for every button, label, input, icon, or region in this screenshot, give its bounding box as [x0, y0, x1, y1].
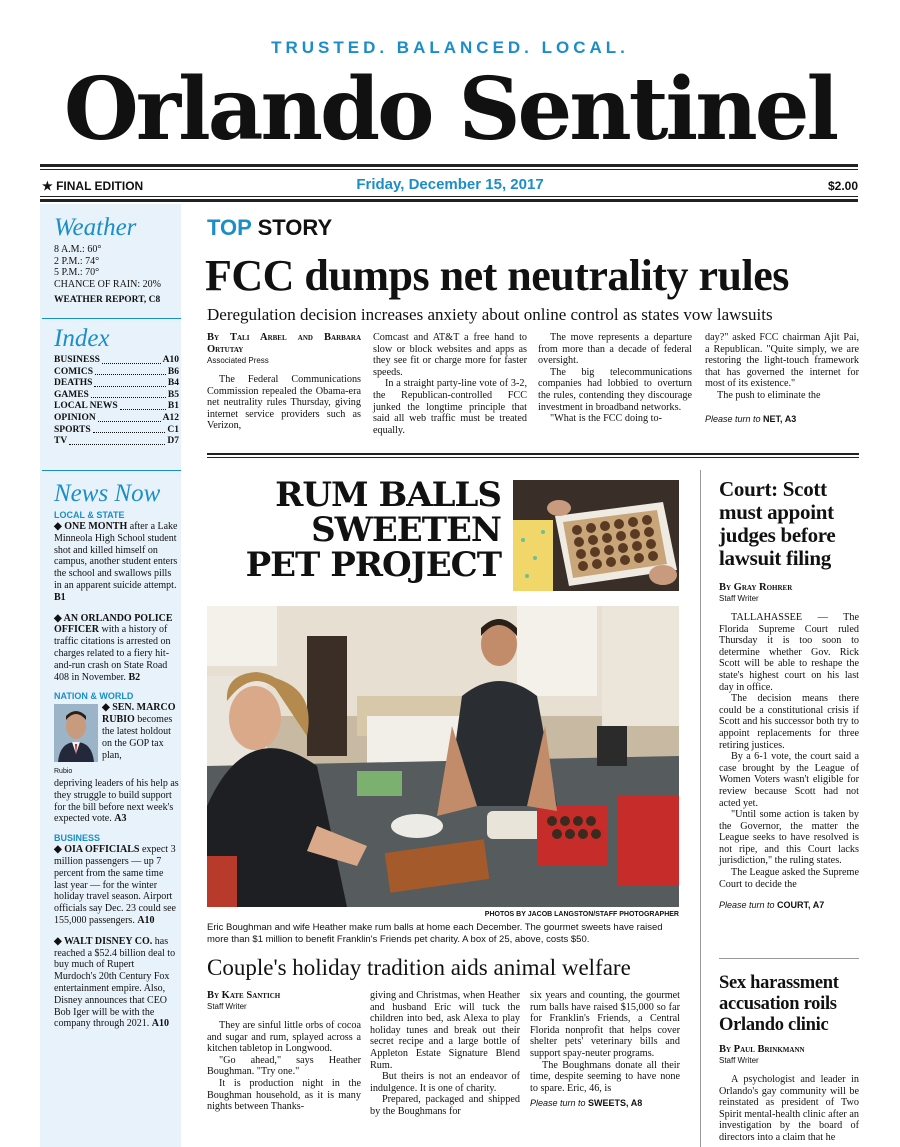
court-story: By Gray Rohrer Staff Writer TALLAHASSEE — The Florida Supreme Court ruled Thursday it is too soon to determine whether Gov. Rick Scott will be able to reshape the state's highest court on his last day in office. The decision means there could be a constitutional crisis if Scott and his successor both try to appoint replacements for three retiring justices. By a 6-1 vote, the court said a case brought by the League of Women Voters wasn't eligible for review because Scott had not acted yet. "Until some action is taken by the Governor, the matter the League seeks to have resolved is not ripe, and this Court lacks jurisdiction," the ruling states. The League asked the Supreme Court to decide the Please turn to COURT, A7 [719, 582, 859, 911]
kitchen-photo [207, 606, 679, 907]
weather-line: CHANCE OF RAIN: 20% [54, 278, 161, 290]
weather-line: 2 P.M.: 74° [54, 255, 100, 267]
masthead-tagline: TRUSTED. BALANCED. LOCAL. [271, 38, 629, 57]
feature-byline: By Kate Santich [207, 990, 281, 1001]
index-item[interactable]: DEATHS B4 [54, 378, 179, 389]
index-item[interactable]: OPINION A12 [54, 412, 179, 423]
news-now-title: News Now [54, 480, 161, 507]
news-brief[interactable]: ◆ AN ORLANDO POLICE OFFICER with a history of traffic citations is arrested on charges related to a fiery hit-and-run crash on State Road 408 in November. B2 [54, 612, 173, 683]
clinic-byrole: Staff Writer [719, 1056, 759, 1065]
news-brief[interactable]: Rubio ◆ SEN. MARCO RUBIO becomes the latest holdout on the GOP tax plan, depriving leaders of his help as they struggle to build support for the bill before next week's expected vote. A3 [54, 702, 179, 825]
photo-caption: Eric Boughman and wife Heather make rum balls at home each December. The gourmet sweets have raised more than $1 million to benefit Franklin's Friends pet charity. A box of 25, above, costs $50. [207, 922, 663, 945]
story-divider [719, 958, 859, 959]
weather-box [54, 214, 179, 307]
rubio-photo [54, 704, 98, 762]
weather-title: Weather [54, 214, 137, 241]
news-now-box [54, 480, 179, 1030]
index-item[interactable]: TV D7 [54, 436, 179, 447]
photo-credit: PHOTOS BY JACOB LANGSTON/STAFF PHOTOGRAPHER [484, 911, 679, 918]
weather-report-link[interactable]: WEATHER REPORT, C8 [54, 295, 161, 305]
top-story-col-2: Comcast and AT&T a free hand to slow or block websites and apps as they see fit or charge more for faster speeds. In a straight party-line vote of 3-2, the Republican-controlled FCC junked the longtime principle that said all web traffic must be treated equally. [373, 332, 527, 436]
price: $2.00 [827, 179, 858, 193]
index-item[interactable]: BUSINESS A10 [54, 355, 179, 365]
rubio-photo-box [54, 704, 98, 778]
weather-line: 5 P.M.: 70° [54, 267, 100, 278]
edition-label: ★ FINAL EDITION [42, 179, 144, 193]
index-box [54, 325, 179, 448]
column-divider [700, 470, 701, 1147]
section-label-local: LOCAL & STATE [54, 510, 125, 520]
top-story-label: TOP STORY [207, 215, 333, 240]
top-story-col-4: day?" asked FCC chairman Ajit Pai, a Republican. "Quite simply, we are restoring the light-touch framework that has governed the internet for most of its existence." The push to eliminate the Please turn to NET, A3 [705, 332, 859, 424]
dateline-rule-thick [40, 199, 858, 202]
feature-headline[interactable]: RUM BALLS SWEETEN PET PROJECT [245, 475, 501, 585]
section-label-business: BUSINESS [54, 833, 101, 844]
dateline-rule [40, 196, 858, 197]
clinic-byline: By Paul Brinkmann [719, 1044, 805, 1055]
rubio-caption: Rubio [54, 768, 73, 776]
clinic-headline[interactable]: Sex harassment accusation roils Orlando clinic [719, 973, 839, 1035]
top-story-jump[interactable]: Please turn to NET, A3 [705, 413, 797, 424]
index-item[interactable]: COMICS B6 [54, 366, 179, 377]
section-label-nation: NATION & WORLD [54, 691, 134, 702]
newspaper-name: Orlando Sentinel [63, 59, 837, 160]
weather-line: 8 A.M.: 60° [54, 244, 102, 255]
top-story-deck: Deregulation decision increases anxiety about online control as states vow lawsuits [207, 305, 773, 324]
top-story-byrole: Associated Press [207, 356, 269, 365]
section-rule-thin [207, 457, 859, 458]
section-rule [207, 453, 859, 455]
news-brief[interactable]: ◆ WALT DISNEY CO. has reached a $52.4 billion deal to buy much of Rupert Murdoch's 20th Century Fox entertainment empire. Also, Disney announces that CEO Bob Iger will be with the company through 2021. A10 [54, 935, 176, 1030]
index-title: Index [54, 325, 110, 352]
clinic-story: By Paul Brinkmann Staff Writer A psychologist and leader in Orlando's gay community will be reinstated as president of Two Spirit mental-health clinic after an investigation by the board of directors into a claim that he [719, 1044, 859, 1143]
court-jump[interactable]: Please turn to COURT, A7 [719, 900, 825, 911]
index-item[interactable]: LOCAL NEWS B1 [54, 401, 179, 412]
feature-col-1: By Kate Santich Staff Writer They are sinful little orbs of cocoa and sugar and rum, splayed across a kitchen tabletop in Longwood. "Go ahead," says Heather Boughman. "Try one." It is production night in the Boughman household, as it is many nights between Thanks- [207, 990, 361, 1113]
top-story-headline[interactable]: FCC dumps net neutrality rules [205, 251, 789, 300]
issue-date: Friday, December 15, 2017 [356, 176, 544, 193]
feature-jump[interactable]: Please turn to SWEETS, A8 [530, 1098, 643, 1109]
index-item[interactable]: SPORTS C1 [54, 424, 179, 435]
feature-col-2: giving and Christmas, when Heather and husband Eric will tuck the children into bed, ask Alexa to play holiday tunes and break out their secret recipe and a large bottle of Appleton Estate Signature Blend Rum. But theirs is not an endeavor of indulgence. It is one of charity. Prepared, packaged and shipped by the Boughmans for [370, 990, 520, 1117]
top-story-col-3: The move represents a departure from more than a decade of federal oversight. The big telecommunications companies had lobbied to overturn the rules, contending they discourage investment in broadband networks. "What is the FCC doing to- [538, 332, 692, 425]
top-story-col-1: By Tali Arbel and Barbara Ortutay Associated Press The Federal Communications Commission repealed the Obama-era net neutrality rules Thursday, giving internet service providers such as Verizon, [207, 332, 361, 432]
court-byrole: Staff Writer [719, 594, 759, 603]
court-headline[interactable]: Court: Scott must appoint judges before lawsuit filing [719, 477, 836, 570]
rail-divider [42, 470, 181, 471]
feature-col-3: six years and counting, the gourmet rum balls have raised $15,000 so far for Franklin's Friends, a Central Florida nonprofit that helps cover shelter pets' veterinary bills and support spay-neuter programs. The Boughmans donate all their time, despite seeming to have none to spare. Eric, 46, is Please turn to SWEETS, A8 [530, 990, 680, 1109]
masthead-rule [40, 164, 858, 167]
court-byline: By Gray Rohrer [719, 582, 793, 593]
news-brief[interactable]: ◆ OIA OFFICIALS expect 3 million passengers — up 7 percent from the same time last year — for the winter holiday travel season. Airport officials say Dec. 23 could see 155,000 passengers. A10 [54, 844, 176, 926]
rum-balls-box-photo [513, 480, 679, 591]
rail-divider [42, 318, 181, 319]
feature-title[interactable]: Couple's holiday tradition aids animal welfare [207, 955, 631, 980]
index-item[interactable]: GAMES B5 [54, 389, 179, 400]
news-brief[interactable]: ◆ ONE MONTH after a Lake Minneola High School student shot and killed himself on campus, another student enters the school and swallows pills in an apparent suicide attempt. B1 [54, 521, 178, 603]
feature-byrole: Staff Writer [207, 1002, 247, 1011]
masthead-rule-thin [40, 169, 858, 170]
top-story-byline: By Tali Arbel and Barbara Ortutay [207, 332, 361, 355]
